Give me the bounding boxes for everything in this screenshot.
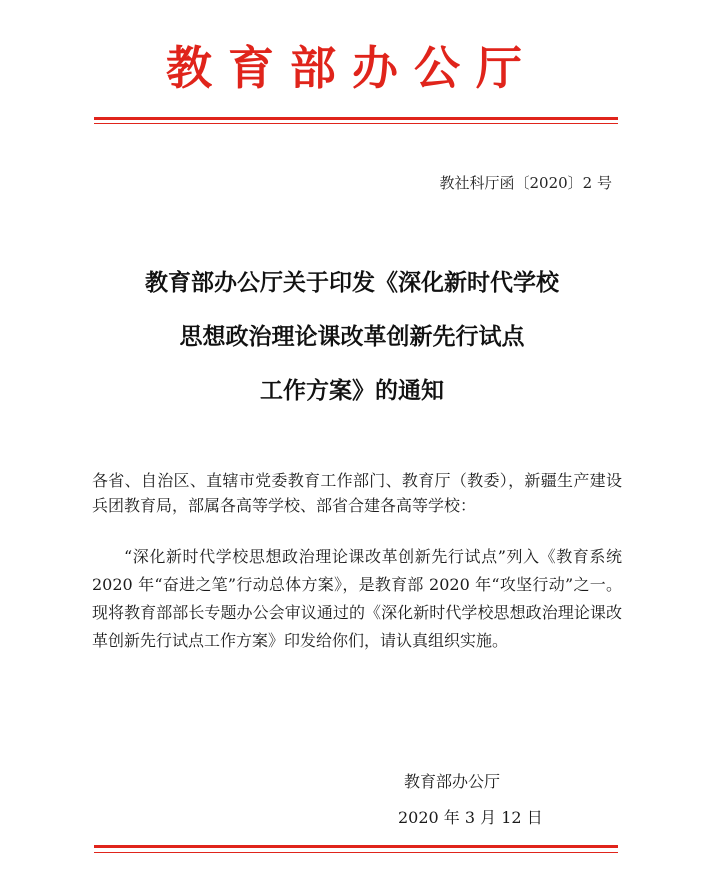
issuer-masthead: 教育部办公厅 [166,41,538,95]
title-line-2: 思想政治理论课改革创新先行试点 [179,324,525,350]
body-paragraph: “深化新时代学校思想政治理论课改革创新先行试点”列入《教育系统 2020 年“奋进之笔”行动总体方案》，是教育部 2020 年“攻坚行动”之一。现将教育部部长专题办公会审议通过的《深化新时代学校思想政治理论课改革创新先行试点工作方案》印发给你们，请认真组织实施。 [92,547,622,650]
signature-date: 2020 年 3 月 12 日 [398,808,543,827]
footer-rule-thick [94,845,618,848]
title-line-3: 工作方案》的通知 [260,378,444,404]
addressee: 各省、自治区、直辖市党委教育工作部门、教育厅（教委），新疆生产建设兵团教育局，部属各高等学校、部省合建各高等学校： [92,471,622,515]
masthead-rule-thin [94,123,618,124]
signature-org: 教育部办公厅 [404,772,501,791]
footer-rule-thin [94,852,618,853]
masthead-rule-thick [94,117,618,120]
document-number: 教社科厅函〔2020〕2 号 [439,174,612,192]
title-line-1: 教育部办公厅关于印发《深化新时代学校 [145,270,559,296]
